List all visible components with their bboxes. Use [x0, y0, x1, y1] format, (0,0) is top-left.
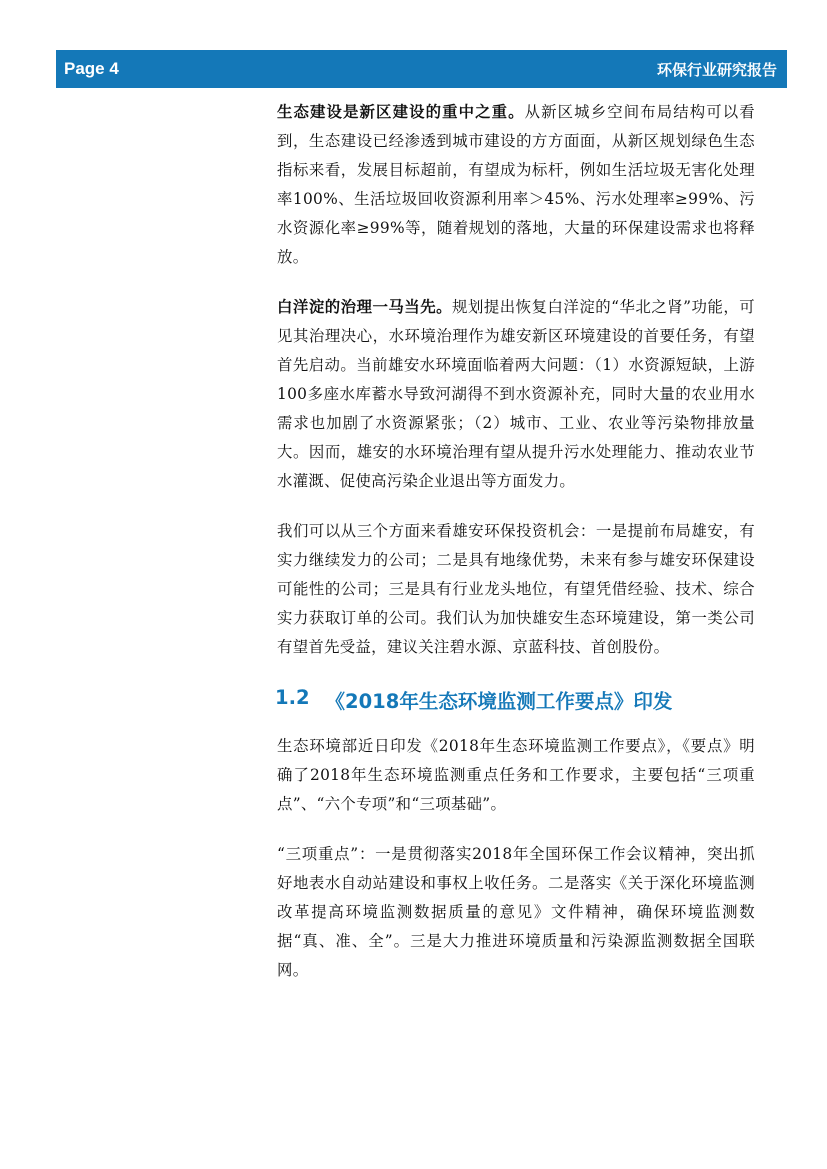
section-heading: [275, 686, 755, 714]
page-header-bar: [56, 50, 787, 88]
paragraph-text: 从新区城乡空间布局结构可以看到，生态建设已经渗透到城市建设的方方面面，从新区规划绿色生态指标来看，发展目标超前，有望成为标杆，例如生活垃圾无害化处理率100%、生活垃圾回收资源利用率＞45%、污水处理率≥99%、污水资源化率≥99%等，随着规划的落地，大量的环保建设需求也将释放。: [277, 103, 755, 266]
section-number: 1.2: [275, 686, 310, 709]
report-title: 环保行业研究报告: [656, 60, 777, 79]
paragraph-investment: [277, 517, 755, 662]
paragraph-text: 规划提出恢复白洋淀的“华北之肾”功能，可见其治理决心，水环境治理作为雄安新区环境建设的首要任务，有望首先启动。当前雄安水环境面临着两大问题：（1）水资源短缺，上游100多座水库蓄水导致河湖得不到水资源补充，同时大量的农业用水需求也加剧了水资源紧张；（2）城市、工业、农业等污染物排放量大。因而，雄安的水环境治理有望从提升污水处理能力、推动农业节水灌溉、促使高污染企业退出等方面发力。: [277, 298, 755, 490]
document-body: [277, 98, 755, 1006]
paragraph-ecology: [277, 98, 755, 272]
paragraph-three-priorities: “三项重点”：一是贯彻落实2018年全国环保工作会议精神，突出抓好地表水自动站建设和事权上收任务。二是落实《关于深化环境监测改革提高环境监测数据质量的意见》文件精神，确保环境监测数据“真、准、全”。三是大力推进环境质量和污染源监测数据全国联网。: [277, 845, 755, 979]
section-title: 《2018年生态环境监测工作要点》印发: [325, 690, 673, 713]
paragraph-lead: 生态建设是新区建设的重中之重。: [277, 103, 525, 121]
paragraph-text: 我们可以从三个方面来看雄安环保投资机会：一是提前布局雄安，有实力继续发力的公司；二是具有地缘优势，未来有参与雄安环保建设可能性的公司；三是具有行业龙头地位，有望凭借经验、技术、综合实力获取订单的公司。我们认为加快雄安生态环境建设，第一类公司有望首先受益，建议关注碧水源、京蓝科技、首创股份。: [277, 522, 755, 656]
paragraph-lead: 白洋淀的治理一马当先。: [277, 298, 453, 316]
paragraph-baiyangdian: [277, 293, 755, 496]
paragraph-monitoring-intro: 生态环境部近日印发《2018年生态环境监测工作要点》，《要点》明确了2018年生态环境监测重点任务和工作要求，主要包括“三项重点”、“六个专项”和“三项基础”。: [277, 737, 755, 813]
page-number: Page 4: [64, 59, 119, 78]
